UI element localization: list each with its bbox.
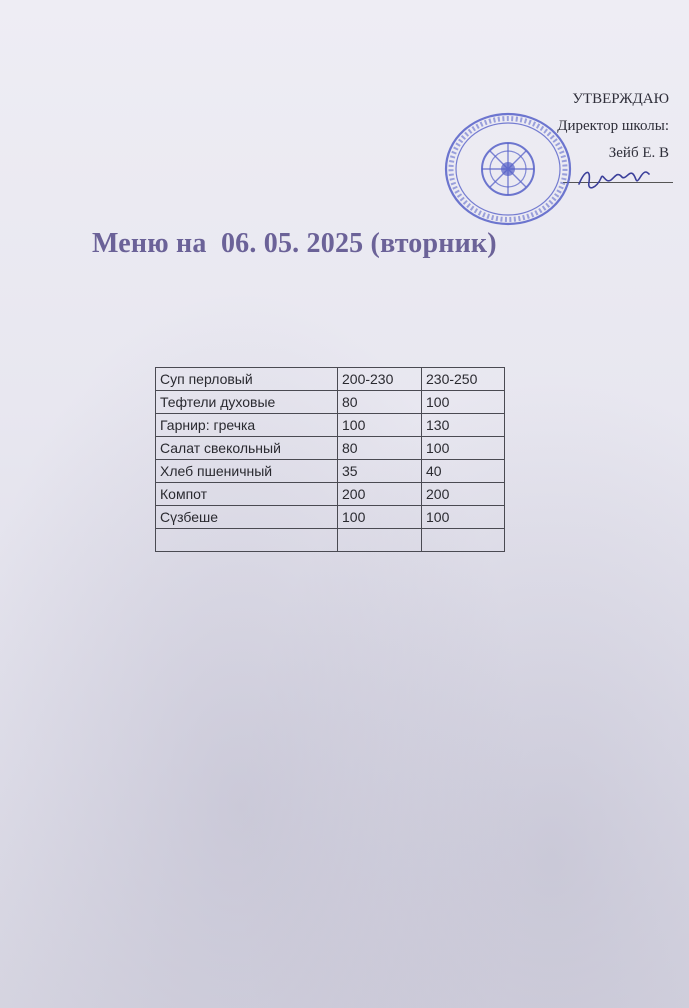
portion-small: 80	[338, 437, 422, 460]
approval-block	[557, 86, 669, 167]
portion-small	[338, 529, 422, 552]
dish-name: Хлеб пшеничный	[156, 460, 338, 483]
table-row	[156, 437, 505, 460]
table-row	[156, 414, 505, 437]
approval-heading: УТВЕРЖДАЮ	[572, 91, 669, 107]
portion-large: 100	[422, 437, 505, 460]
portion-small: 200	[338, 483, 422, 506]
portion-small: 80	[338, 391, 422, 414]
portion-large	[422, 529, 505, 552]
portion-small: 100	[338, 506, 422, 529]
table-row-empty	[156, 529, 505, 552]
official-stamp	[442, 110, 574, 228]
dish-name	[156, 529, 338, 552]
portion-small: 200-230	[338, 368, 422, 391]
portion-large: 100	[422, 391, 505, 414]
dish-name: Салат свекольный	[156, 437, 338, 460]
dish-name: Компот	[156, 483, 338, 506]
table-row	[156, 368, 505, 391]
menu-title: Меню на 06. 05. 2025 (вторник)	[92, 228, 497, 259]
dish-name: Суп перловый	[156, 368, 338, 391]
portion-large: 200	[422, 483, 505, 506]
portion-large: 40	[422, 460, 505, 483]
portion-small: 100	[338, 414, 422, 437]
menu-table	[155, 367, 505, 552]
table-row	[156, 506, 505, 529]
portion-small: 35	[338, 460, 422, 483]
portion-large: 130	[422, 414, 505, 437]
table-row	[156, 391, 505, 414]
dish-name: Тефтели духовые	[156, 391, 338, 414]
director-signature	[575, 162, 653, 196]
approval-position: Директор школы:	[557, 118, 669, 134]
portion-large: 100	[422, 506, 505, 529]
table-row	[156, 460, 505, 483]
dish-name: Гарнир: гречка	[156, 414, 338, 437]
portion-large: 230-250	[422, 368, 505, 391]
table-row	[156, 483, 505, 506]
approval-name: Зейб Е. В	[608, 145, 669, 161]
dish-name: Сүзбеше	[156, 506, 338, 529]
